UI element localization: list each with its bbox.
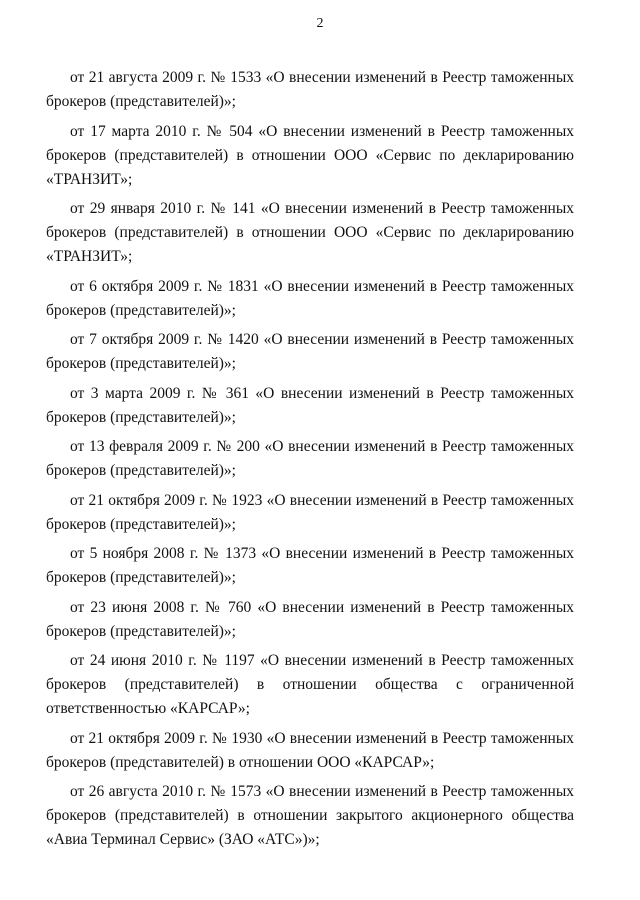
list-item: от 21 августа 2009 г. № 1533 «О внесении изменений в Реестр таможенных брокеров (представителей)»; xyxy=(46,69,574,110)
document-body xyxy=(46,66,574,858)
list-item: от 3 марта 2009 г. № 361 «О внесении изменений в Реестр таможенных брокеров (представителей)»; xyxy=(46,384,574,426)
list-item: от 7 октября 2009 г. № 1420 «О внесении изменений в Реестр таможенных брокеров (представителей)»; xyxy=(46,331,574,372)
list-item: от 5 ноября 2008 г. № 1373 «О внесении изменений в Реестр таможенных брокеров (представителей)»; xyxy=(46,545,574,586)
list-item: от 21 октября 2009 г. № 1930 «О внесении изменений в Реестр таможенных брокеров (представителей) в отношении ООО «КАРСАР»; xyxy=(46,729,574,771)
list-item: от 26 августа 2010 г. № 1573 «О внесении изменений в Реестр таможенных брокеров (представителей) в отношении закрытого акционерного общества «Авиа Терминал Сервис» (ЗАО «АТС»)»; xyxy=(46,783,574,848)
list-item: от 21 октября 2009 г. № 1923 «О внесении изменений в Реестр таможенных брокеров (представителей)»; xyxy=(46,491,574,533)
list-item: от 6 октября 2009 г. № 1831 «О внесении изменений в Реестр таможенных брокеров (представителей)»; xyxy=(46,277,574,319)
list-item: от 13 февраля 2009 г. № 200 «О внесении изменений в Реестр таможенных брокеров (представителей)»; xyxy=(46,438,574,479)
list-item: от 24 июня 2010 г. № 1197 «О внесении изменений в Реестр таможенных брокеров (представителей) в отношении общества с ограниченной ответственностью «КАРСАР»; xyxy=(46,652,574,717)
list-item: от 23 июня 2008 г. № 760 «О внесении изменений в Реестр таможенных брокеров (представителей)»; xyxy=(46,598,574,640)
list-item: от 29 января 2010 г. № 141 «О внесении изменений в Реестр таможенных брокеров (представителей) в отношении ООО «Сервис по декларированию «ТРАНЗИТ»; xyxy=(46,200,574,265)
page-number: 2 xyxy=(316,16,324,31)
list-item: от 17 марта 2010 г. № 504 «О внесении изменений в Реестр таможенных брокеров (представителей) в отношении ООО «Сервис по декларированию «ТРАНЗИТ»; xyxy=(46,122,574,188)
